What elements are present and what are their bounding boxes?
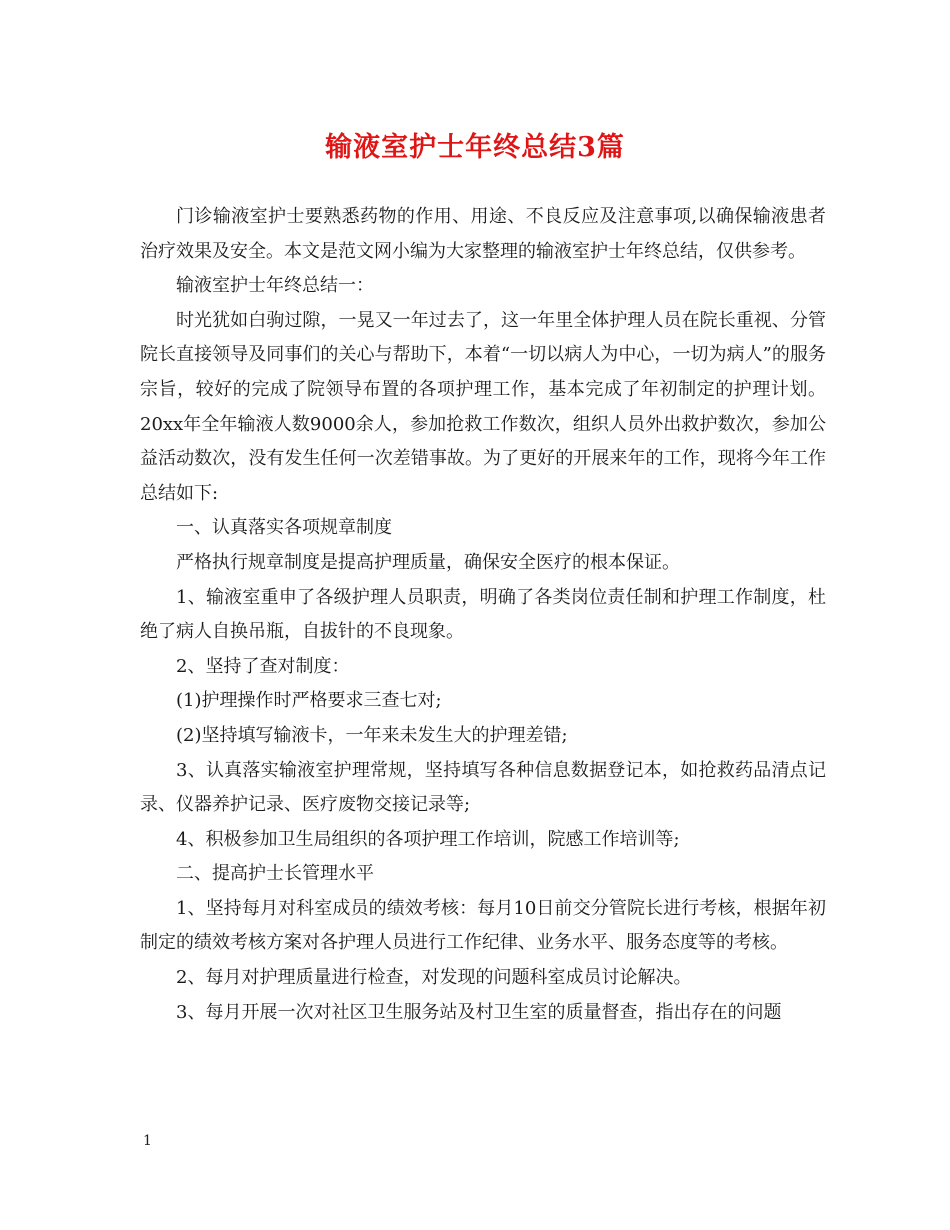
page-number: 1 (143, 1133, 152, 1149)
paragraph: 3、认真落实输液室护理常规，坚持填写各种信息数据登记本，如抢救药品清点记录、仪器养护记录、医疗废物交接记录等; (140, 759, 826, 816)
paragraph: 2、每月对护理质量进行检查，对发现的问题科室成员讨论解决。 (176, 967, 692, 989)
paragraph-heading-2: 二、提高护士长管理水平 (176, 863, 374, 885)
paragraph: (2)坚持填写输液卡，一年来未发生大的护理差错; (176, 724, 568, 746)
paragraph-intro: 门诊输液室护士要熟悉药物的作用、用途、不良反应及注意事项,以确保输液患者治疗效果及安全。本文是范文网小编为大家整理的输液室护士年终总结，仅供参考。 (140, 206, 826, 262)
paragraph: 1、坚持每月对科室成员的绩效考核：每月10日前交分管院长进行考核，根据年初制定的绩效考核方案对各护理人员进行工作纪律、业务水平、服务态度等的考核。 (140, 897, 826, 954)
paragraph-section-heading: 输液室护士年终总结一： (176, 275, 374, 297)
document-title: 输液室护士年终总结3篇 (325, 132, 625, 163)
paragraph: 严格执行规章制度是提高护理质量，确保安全医疗的根本保证。 (176, 551, 680, 573)
paragraph: (1)护理操作时严格要求三查七对; (176, 690, 442, 712)
paragraph: 4、积极参加卫生局组织的各项护理工作培训，院感工作培训等; (176, 828, 680, 850)
paragraph-summary: 时光犹如白驹过隙，一晃又一年过去了，这一年里全体护理人员在院长重视、分管院长直接领导及同事们的关心与帮助下，本着“一切以病人为中心，一切为病人”的服务宗旨，较好的完成了院领导布置的各项护理工作，基本完成了年初制定的护理计划。20xx年全年输液人数9000余人，参加抢救工作数次，组织人员外出救护数次，参加公益活动数次，没有发生任何一次差错事故。为了更好的开展来年的工作，现将今年工作总结如下: (140, 309, 826, 504)
document-body (140, 200, 826, 1030)
paragraph-heading-1: 一、认真落实各项规章制度 (176, 517, 392, 539)
paragraph: 3、每月开展一次对社区卫生服务站及村卫生室的质量督查，指出存在的问题 (176, 1001, 782, 1023)
paragraph: 2、坚持了查对制度： (176, 655, 350, 677)
paragraph: 1、输液室重申了各级护理人员职责，明确了各类岗位责任制和护理工作制度，杜绝了病人自换吊瓶，自拔针的不良现象。 (140, 586, 826, 643)
